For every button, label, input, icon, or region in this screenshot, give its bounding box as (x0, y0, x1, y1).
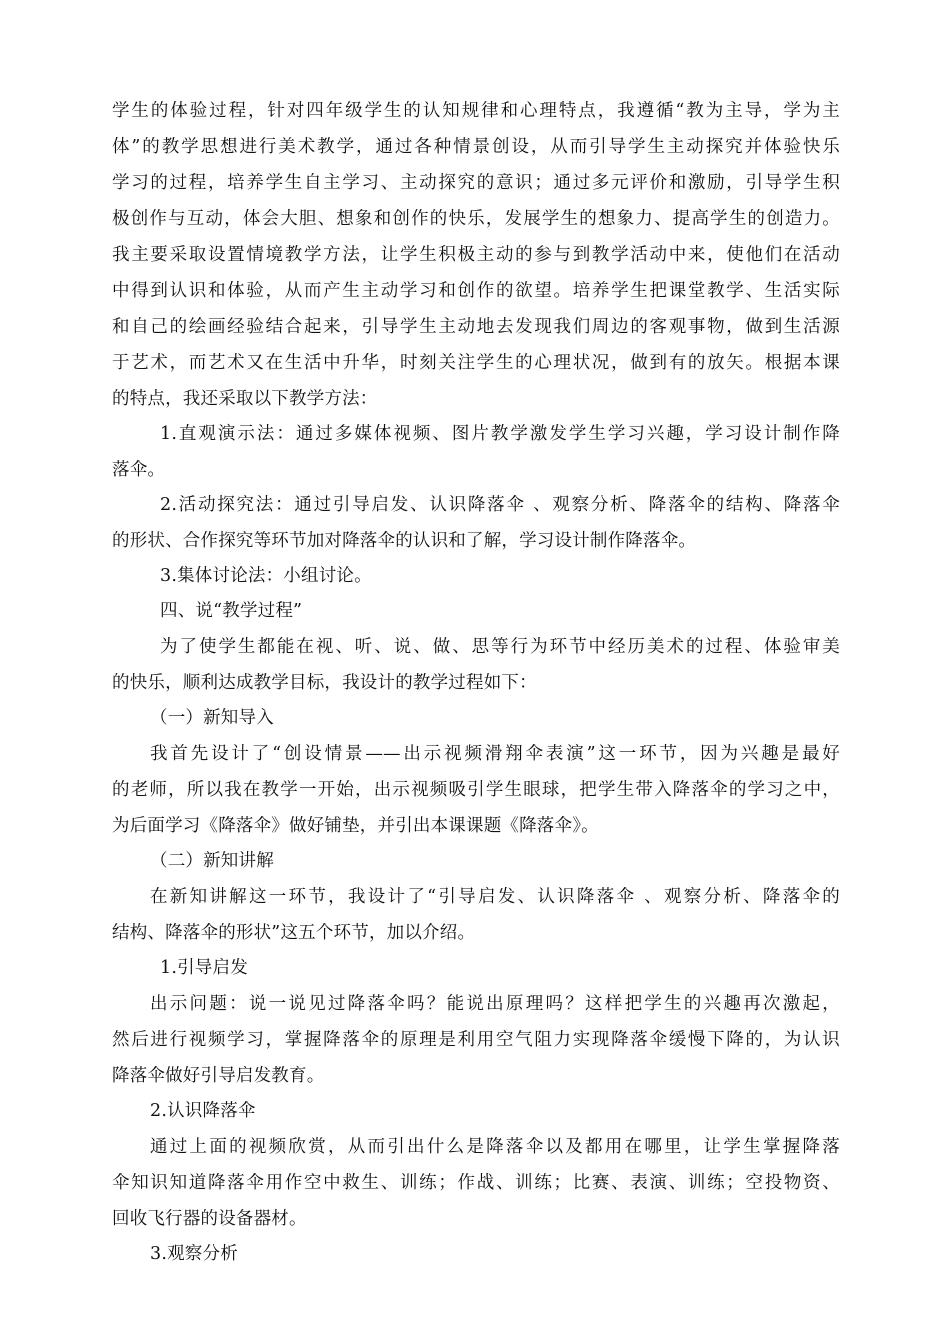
paragraph-line: 回收飞行器的设备器材。 (112, 1209, 307, 1229)
topic-heading: 2.认识降落伞 (150, 1101, 256, 1121)
paragraph-line: 我主要采取设置情境教学方法，让学生积极主动的参与到教学活动中来，使他们在活动 (112, 245, 840, 265)
paragraph-line: 为了使学生都能在视、听、说、做、思等行为环节中经历美术的过程、体验审美 (160, 637, 840, 657)
paragraph-line: 中得到认识和体验，从而产生主动学习和创作的欲望。培养学生把课堂教学、生活实际 (112, 281, 840, 301)
paragraph-line: 学习的过程，培养学生自主学习、主动探究的意识；通过多元评价和激励，引导学生积 (112, 173, 840, 193)
paragraph-line: 和自己的绘画经验结合起来，引导学生主动地去发现我们周边的客观事物，做到生活源 (112, 317, 840, 337)
paragraph-line: 的快乐，顺利达成教学目标，我设计的教学过程如下： (112, 673, 537, 693)
topic-heading: 1.引导启发 (160, 958, 248, 978)
paragraph-line: 我首先设计了“创设情景——出示视频滑翔伞表演”这一环节，因为兴趣是最好 (150, 744, 840, 764)
paragraph-line: 结构、降落伞的形状”这五个环节，加以介绍。 (112, 923, 476, 943)
section-heading: 四、说“教学过程” (160, 601, 303, 621)
method-item-cont: 落伞。 (112, 460, 166, 480)
paragraph-line: 在新知讲解这一环节，我设计了“引导启发、认识降落伞 、观察分析、降落伞的 (150, 887, 840, 907)
paragraph-line: 极创作与互动，体会大胆、想象和创作的快乐，发展学生的想象力、提高学生的创造力。 (112, 209, 840, 229)
paragraph-line: 的特点，我还采取以下教学方法： (112, 389, 378, 409)
paragraph-line: 然后进行视频学习，掌握降落伞的原理是利用空气阻力实现降落伞缓慢下降的，为认识 (112, 1030, 840, 1050)
topic-heading: 3.观察分析 (150, 1244, 238, 1264)
paragraph-line: 出示问题：说一说见过降落伞吗？能说出原理吗？这样把学生的兴趣再次激起， (150, 994, 840, 1014)
subsection-heading: （二）新知讲解 (150, 851, 274, 871)
paragraph-line: 通过上面的视频欣赏，从而引出什么是降落伞以及都用在哪里，让学生掌握降落 (150, 1137, 840, 1157)
method-item: 1.直观演示法：通过多媒体视频、图片教学激发学生学习兴趣，学习设计制作降 (160, 424, 840, 444)
method-item: 3.集体讨论法：小组讨论。 (160, 566, 372, 586)
paragraph-line: 于艺术，而艺术又在生活中升华，时刻关注学生的心理状况，做到有的放矢。根据本课 (112, 353, 840, 373)
paragraph-line: 降落伞做好引导启发教育。 (112, 1066, 325, 1086)
paragraph-line: 的老师，所以我在教学一开始，出示视频吸引学生眼球，把学生带入降落伞的学习之中， (112, 780, 840, 800)
paragraph-line: 伞知识知道降落伞用作空中救生、训练；作战、训练；比赛、表演、训练；空投物资、 (112, 1173, 840, 1193)
paragraph-line: 为后面学习《降落伞》做好铺垫，并引出本课课题《降落伞》。 (112, 816, 599, 836)
paragraph-line: 体”的教学思想进行美术教学，通过各种情景创设，从而引导学生主动探究并体验快乐 (112, 137, 840, 157)
method-item: 2.活动探究法：通过引导启发、认识降落伞 、观察分析、降落伞的结构、降落伞 (160, 495, 840, 515)
method-item-cont: 的形状、合作探究等环节加对降落伞的认识和了解，学习设计制作降落伞。 (112, 531, 697, 551)
paragraph-line: 学生的体验过程，针对四年级学生的认知规律和心理特点，我遵循“教为主导，学为主 (112, 101, 840, 121)
subsection-heading: （一）新知导入 (150, 708, 274, 728)
